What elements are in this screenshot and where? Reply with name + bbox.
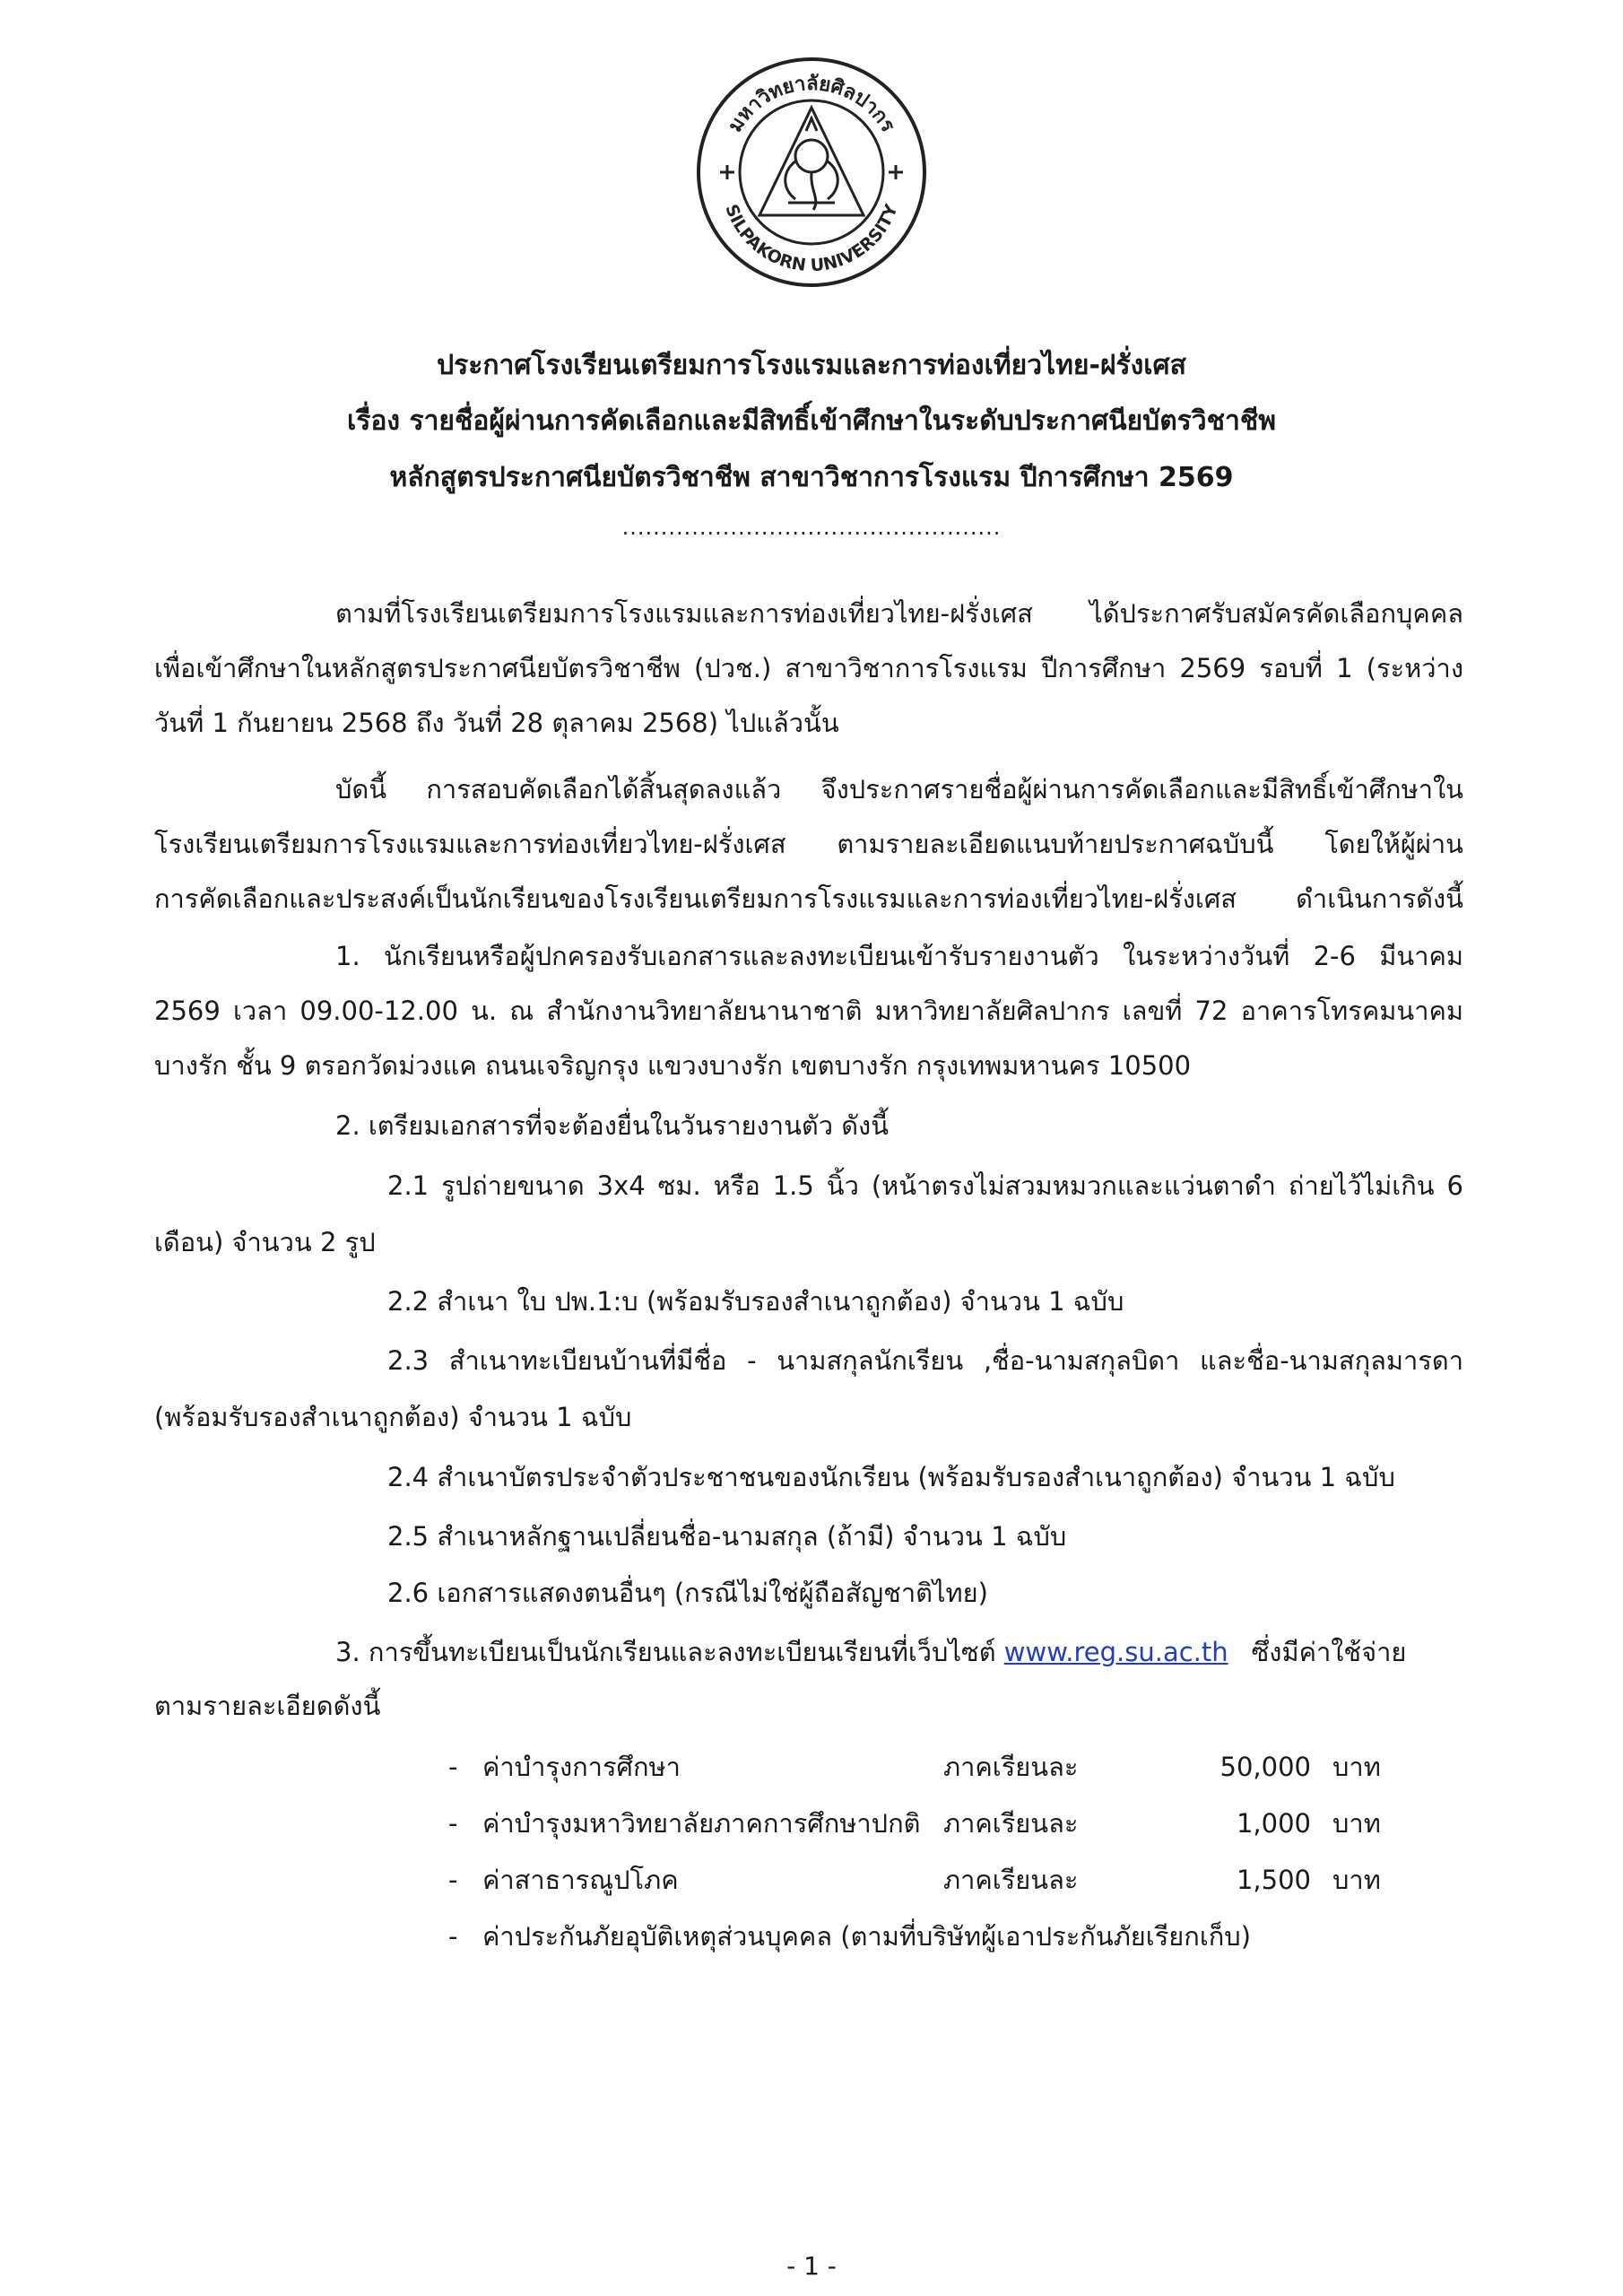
fee-currency: บาท (1332, 1865, 1381, 1895)
fee-unit: ภาคเรียนละ (943, 1752, 1079, 1782)
separator-dots: ................................................. (621, 515, 1002, 540)
university-seal-logo (695, 56, 928, 289)
fee-row (448, 1804, 1390, 1843)
item2-5: 2.5 สำเนาหลักฐานเปลี่ยนชื่อ-นามสกุล (ถ้ามี) จำนวน 1 ฉบับ (387, 1521, 1067, 1552)
fee-amount: 50,000 (1219, 1752, 1311, 1782)
paragraph1-line3: วันที่ 1 กันยายน 2568 ถึง วันที่ 28 ตุลาคม 2568) ไปแล้วนั้น (154, 708, 839, 738)
item2-3-line2: (พร้อมรับรองสำเนาถูกต้อง) จำนวน 1 ฉบับ (154, 1402, 632, 1432)
item2-1-line1: 2.1 รูปถ่ายขนาด 3x4 ซม. หรือ 1.5 นิ้ว (หน้าตรงไม่สวมหมวกและแว่นตาดำ ถ่ายไว้ไม่เกิน 6 (387, 1170, 1463, 1201)
registration-website-link[interactable]: www.reg.su.ac.th (1003, 1637, 1228, 1667)
fee-dash: - (448, 1808, 458, 1839)
item3-line2: ตามรายละเอียดดังนี้ (154, 1691, 381, 1721)
fee-name: ค่าบำรุงมหาวิทยาลัยภาคการศึกษาปกติ (482, 1808, 921, 1839)
fee-amount: 1,000 (1236, 1808, 1311, 1839)
fee-dash: - (448, 1752, 458, 1782)
fee-name: ค่าประกันภัยอุบัติเหตุส่วนบุคคล (ตามที่บริษัทผู้เอาประกันภัยเรียกเก็บ) (482, 1921, 1252, 1952)
paragraph2-line3: การคัดเลือกและประสงค์เป็นนักเรียนของโรงเรียนเตรียมการโรงแรมและการท่องเที่ยวไทย-ฝรั่งเศส ดำเนินการดังนี้ (154, 883, 1463, 914)
fee-unit: ภาคเรียนละ (943, 1808, 1079, 1839)
fee-unit: ภาคเรียนละ (943, 1865, 1079, 1895)
fee-row (448, 1917, 1390, 1956)
fee-dash: - (448, 1865, 458, 1895)
fee-dash: - (448, 1921, 458, 1952)
item2-1-line2: เดือน) จำนวน 2 รูป (154, 1227, 376, 1257)
item3-line1 (335, 1632, 1406, 1672)
svg-text:มหาวิทยาลัยศิลปากร: มหาวิทยาลัยศิลปากร (724, 72, 899, 136)
fee-name: ค่าสาธารณูปโภค (482, 1865, 679, 1895)
item2-4: 2.4 สำเนาบัตรประจำตัวประชาชนของนักเรียน (พร้อมรับรองสำเนาถูกต้อง) จำนวน 1 ฉบับ (387, 1462, 1395, 1492)
fee-currency: บาท (1332, 1752, 1381, 1782)
item2-title: 2. เตรียมเอกสารที่จะต้องยื่นในวันรายงานตัว ดังนี้ (335, 1110, 890, 1141)
announcement-subject: เรื่อง รายชื่อผู้ผ่านการคัดเลือกและมีสิทธิ์เข้าศึกษาในระดับประกาศนียบัตรวิชาชีพ (347, 405, 1276, 437)
page-number: - 1 - (786, 2251, 837, 2281)
item2-3-line1: 2.3 สำเนาทะเบียนบ้านที่มีชื่อ - นามสกุลนักเรียน ,ชื่อ-นามสกุลบิดา และชื่อ-นามสกุลมารดา (387, 1345, 1463, 1376)
announcement-title: ประกาศโรงเรียนเตรียมการโรงแรมและการท่องเที่ยวไทย-ฝรั่งเศส (437, 350, 1186, 381)
item3-prefix: 3. การขึ้นทะเบียนเป็นนักเรียนและลงทะเบียนเรียนที่เว็บไซต์ (335, 1637, 1004, 1667)
fee-row (448, 1860, 1390, 1900)
paragraph2-line2: โรงเรียนเตรียมการโรงแรมและการท่องเที่ยวไทย-ฝรั่งเศส ตามรายละเอียดแนบท้ายประกาศฉบับนี้ โดยให้ผู้ผ่าน (154, 829, 1463, 859)
item1-line3: บางรัก ชั้น 9 ตรอกวัดม่วงแค ถนนเจริญกรุง แขวงบางรัก เขตบางรัก กรุงเทพมหานคร 10500 (154, 1050, 1192, 1081)
fee-name: ค่าบำรุงการศึกษา (482, 1752, 681, 1782)
item2-2: 2.2 สำเนา ใบ ปพ.1:บ (พร้อมรับรองสำเนาถูกต้อง) จำนวน 1 ฉบับ (387, 1286, 1124, 1317)
svg-text:SILPAKORN UNIVERSITY: SILPAKORN UNIVERSITY (721, 201, 902, 276)
item1-line1: 1. นักเรียนหรือผู้ปกครองรับเอกสารและลงทะเบียนเข้ารับรายงานตัว ในระหว่างวันที่ 2-6 มีนาคม (335, 941, 1463, 971)
paragraph2-line1: บัดนี้ การสอบคัดเลือกได้สิ้นสุดลงแล้ว จึงประกาศรายชื่อผู้ผ่านการคัดเลือกและมีสิทธิ์เข้าศึกษาใน (335, 774, 1463, 804)
fee-currency: บาท (1332, 1808, 1381, 1839)
announcement-program: หลักสูตรประกาศนียบัตรวิชาชีพ สาขาวิชาการโรงแรม ปีการศึกษา 2569 (389, 462, 1234, 493)
item1-line2: 2569 เวลา 09.00-12.00 น. ณ สำนักงานวิทยาลัยนานาชาติ มหาวิทยาลัยศิลปากร เลขที่ 72 อาคารโทรคมนาคม (154, 996, 1463, 1026)
item3-suffix: ซึ่งมีค่าใช้จ่าย (1251, 1637, 1407, 1667)
paragraph1-line2: เพื่อเข้าศึกษาในหลักสูตรประกาศนียบัตรวิชาชีพ (ปวช.) สาขาวิชาการโรงแรม ปีการศึกษา 2569 รอบที่ 1 (ระหว่าง (154, 653, 1463, 683)
fee-row (448, 1747, 1390, 1787)
item2-6: 2.6 เอกสารแสดงตนอื่นๆ (กรณีไม่ใช่ผู้ถือสัญชาติไทย) (387, 1578, 988, 1608)
fee-amount: 1,500 (1236, 1865, 1311, 1895)
paragraph1-line1: ตามที่โรงเรียนเตรียมการโรงแรมและการท่องเที่ยวไทย-ฝรั่งเศส ได้ประกาศรับสมัครคัดเลือกบุคคล (335, 598, 1463, 629)
